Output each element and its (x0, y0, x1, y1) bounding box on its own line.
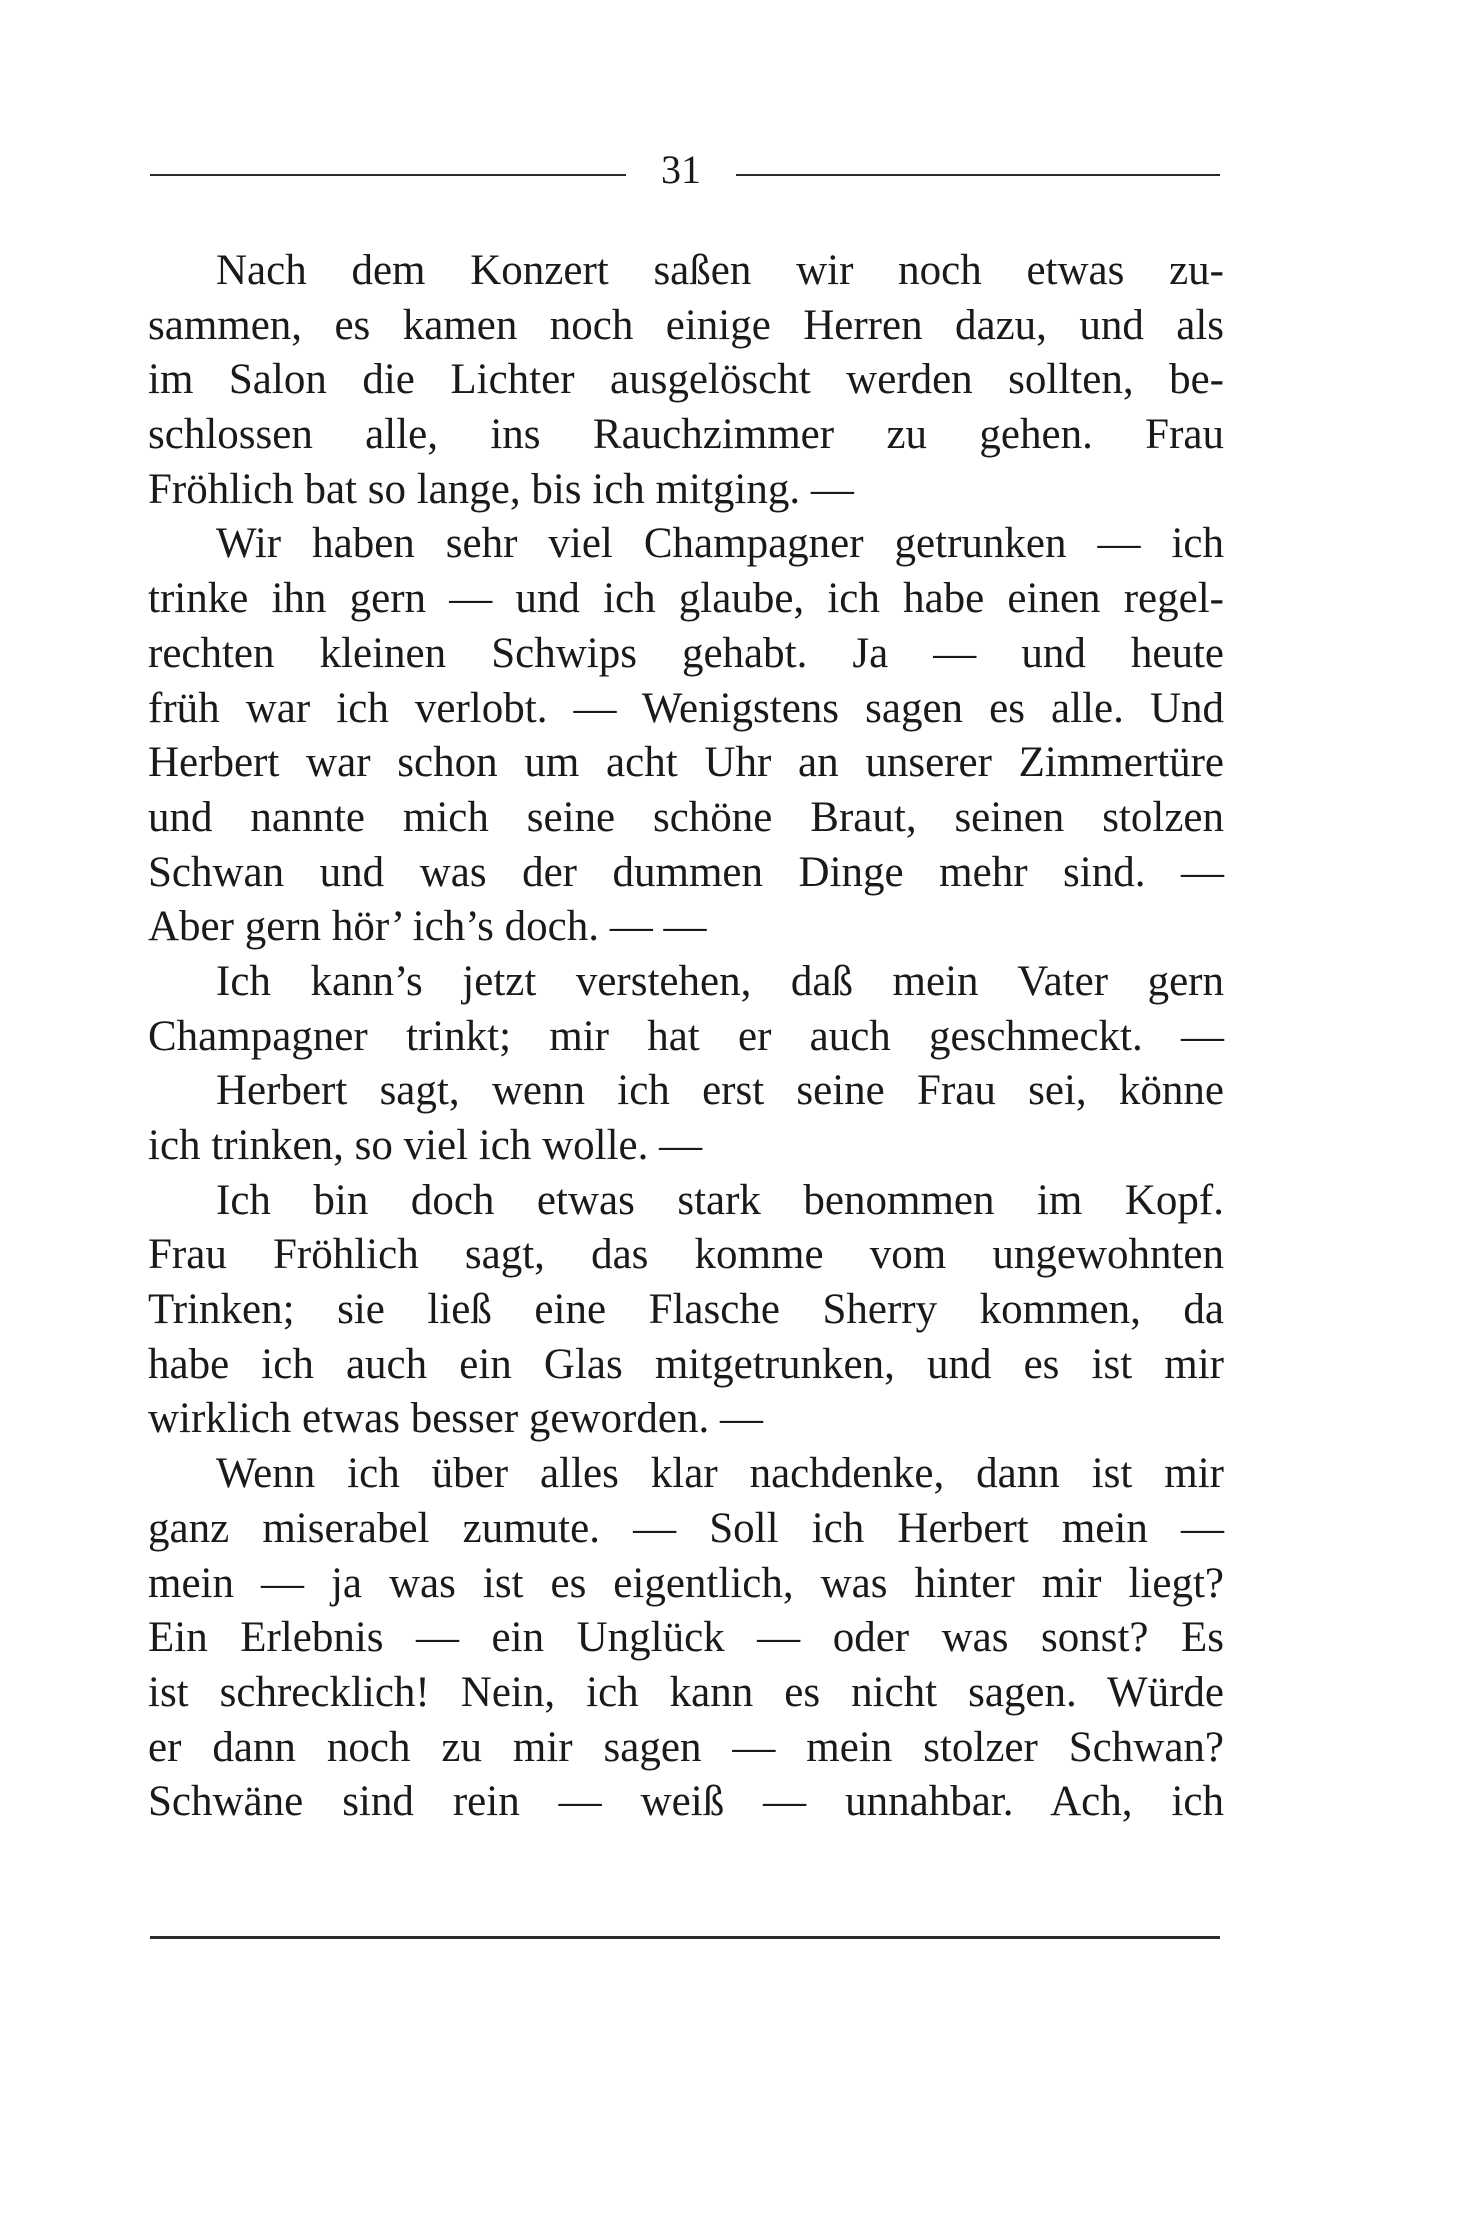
text-line: wirklich etwas besser geworden. — (148, 1395, 763, 1443)
text-line: ich trinken, so viel ich wolle. — (148, 1122, 703, 1169)
body-text (148, 244, 1224, 1830)
text-line: Herbert sagt, wenn ich erst seine Frau sei, könne (216, 1067, 1224, 1115)
text-line: Schwan und was der dummen Dinge mehr sind. — (148, 848, 1224, 896)
text-line: mein — ja was ist es eigentlich, was hinter mir liegt? (148, 1559, 1224, 1607)
page-number: 31 (661, 147, 701, 192)
header-rule-right (736, 174, 1220, 176)
text-line: Ich kann’s jetzt verstehen, daß mein Vater gern (216, 957, 1224, 1005)
text-line: Ein Erlebnis — ein Unglück — oder was sonst? Es (148, 1614, 1224, 1662)
text-line: Fröhlich bat so lange, bis ich mitging. — (148, 465, 854, 513)
text-line: sammen, es kamen noch einige Herren dazu, und als (148, 301, 1224, 349)
text-line: er dann noch zu mir sagen — mein stolzer Schwan? (148, 1723, 1224, 1771)
text-line: habe ich auch ein Glas mitgetrunken, und es ist mir (148, 1340, 1224, 1388)
text-line: Wenn ich über alles klar nachdenke, dann ist mir (216, 1450, 1224, 1498)
text-line: Herbert war schon um acht Uhr an unserer Zimmertüre (148, 739, 1224, 787)
text-line: Champagner trinkt; mir hat er auch geschmeckt. — (148, 1012, 1224, 1060)
footer-rule (150, 1936, 1220, 1939)
text-line: ist schrecklich! Nein, ich kann es nicht sagen. Würde (148, 1668, 1224, 1716)
text-line: Schwäne sind rein — weiß — unnahbar. Ach, ich (148, 1778, 1224, 1826)
text-line: Aber gern hör’ ich’s doch. — — (148, 903, 707, 951)
text-line: schlossen alle, ins Rauchzimmer zu gehen. Frau (148, 411, 1224, 459)
text-line: und nannte mich seine schöne Braut, seinen stolzen (148, 793, 1224, 841)
text-line: trinke ihn gern — und ich glaube, ich habe einen regel- (148, 575, 1224, 623)
text-line: früh war ich verlobt. — Wenigstens sagen es alle. Und (148, 684, 1224, 732)
text-line: im Salon die Lichter ausgelöscht werden sollten, be- (148, 356, 1224, 404)
text-line: ganz miserabel zumute. — Soll ich Herbert mein — (148, 1504, 1224, 1552)
text-line: Wir haben sehr viel Champagner getrunken — ich (216, 520, 1224, 568)
text-line: Trinken; sie ließ eine Flasche Sherry kommen, da (148, 1286, 1224, 1334)
page-header (150, 147, 1220, 192)
text-line: Frau Fröhlich sagt, das komme vom ungewohnten (148, 1231, 1224, 1279)
header-rule-left (150, 174, 626, 176)
text-line: Ich bin doch etwas stark benommen im Kopf. (216, 1176, 1224, 1224)
text-line: rechten kleinen Schwips gehabt. Ja — und heute (148, 629, 1224, 677)
text-line: Nach dem Konzert saßen wir noch etwas zu- (216, 247, 1224, 294)
